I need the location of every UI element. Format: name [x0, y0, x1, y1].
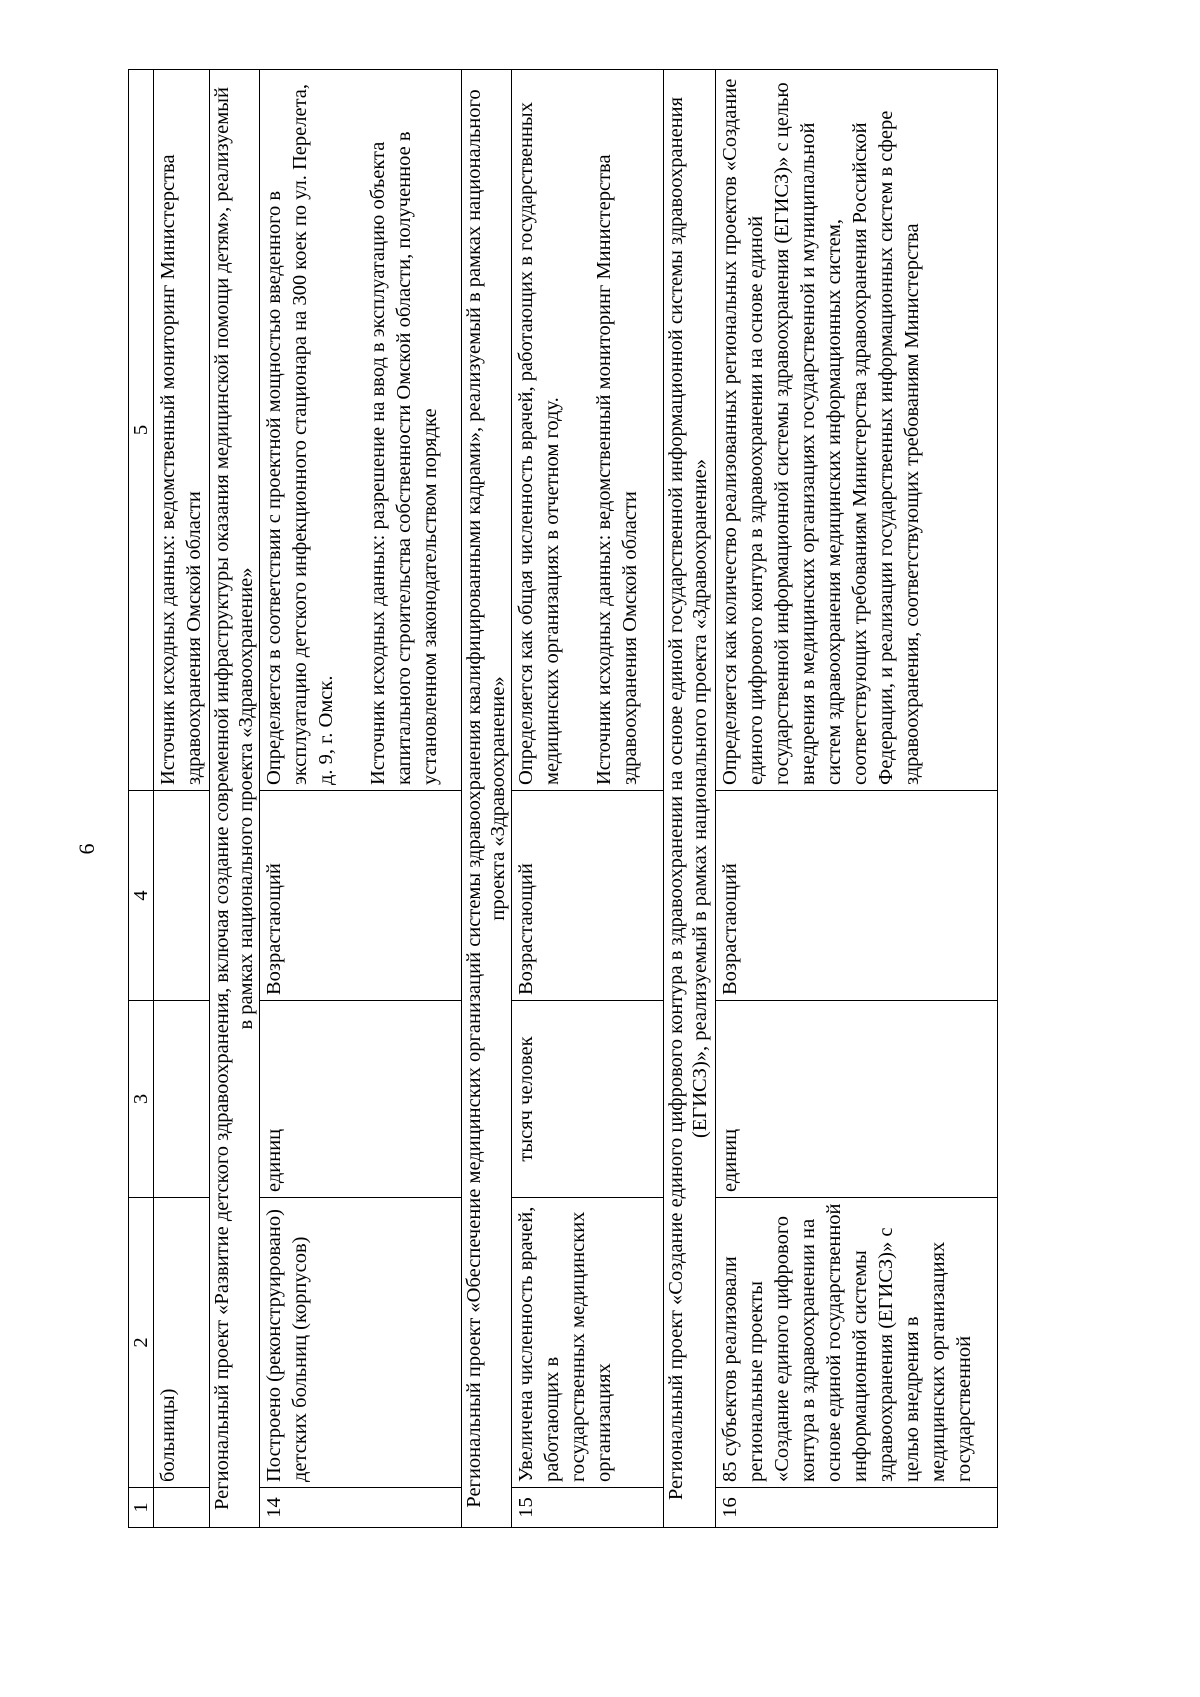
- method-definition: Определяется в соответствии с проектной мощностью введенного в эксплуатацию детского инфекционного стационара на 300 коек по ул. Перелета, д. 9, г. Омск.: [263, 78, 337, 785]
- header-col-2: 2: [129, 1198, 154, 1488]
- page-number: 6: [74, 843, 99, 855]
- table-header-row: [129, 70, 154, 1528]
- indicator-name: Увеличена численность врачей, работающих в государственных медицинских организациях: [512, 1198, 664, 1488]
- section-title: Региональный проект «Обеспечение медицинских организаций системы здравоохранения квалифицированными кадрами», реализуемый в рамках национального проекта «Здравоохранение»: [462, 70, 512, 1528]
- section-row-personnel: [462, 70, 512, 1528]
- section-title: Региональный проект «Развитие детского здравоохранения, включая создание современной инфраструктуры оказания медицинской помощи детям», реализуемый в рамках национального проекта «Здравоохранение»: [210, 70, 260, 1528]
- method: Источник исходных данных: ведомственный мониторинг Министерства здравоохранения Омской области: [154, 70, 210, 791]
- section-row-child-health: [210, 70, 260, 1528]
- unit: [154, 1001, 210, 1198]
- method: [260, 70, 462, 791]
- trend: Возрастающий: [260, 791, 462, 1001]
- indicator-name: больницы): [154, 1198, 210, 1488]
- table-row-continued: [154, 70, 210, 1528]
- table-row-15: [512, 70, 664, 1528]
- header-col-5: 5: [129, 70, 154, 791]
- method: Определяется как количество реализованных региональных проектов «Создание единого цифрового контура в здравоохранении на основе единой государственной информационной системы здравоохранения (ЕГИСЗ)» с целью внедрения в медицинских организациях государственной и муниципальной систем здравоохранения медицинских информационных систем, соответствующих требованиям Министерства здравоохранения Российской Федерации, и реализации государственных информационных систем в сфере здравоохранения, соответствующих требованиям Министерства: [716, 70, 998, 791]
- table-row-16: [716, 70, 998, 1528]
- table-row-14: [260, 70, 462, 1528]
- unit: единиц: [716, 1001, 998, 1198]
- section-title: Региональный проект «Создание единого цифрового контура в здравоохранении на основе единой государственной информационной системы здравоохранения (ЕГИСЗ)», реализуемый в рамках национального проекта «Здравоохранение»: [664, 70, 716, 1528]
- trend: Возрастающий: [716, 791, 998, 1001]
- row-number: 15: [512, 1488, 664, 1528]
- unit: единиц: [260, 1001, 462, 1198]
- row-number: [154, 1488, 210, 1528]
- indicators-table: [128, 69, 998, 1528]
- header-col-1: 1: [129, 1488, 154, 1528]
- method-source: Источник исходных данных: ведомственный мониторинг Министерства здравоохранения Омской области: [593, 149, 641, 785]
- row-number: 16: [716, 1488, 998, 1528]
- indicator-name: 85 субъектов реализовали региональные проекты «Создание единого цифрового контура в здравоохранении на основе единой государственной информационной системы здравоохранения (ЕГИСЗ)» с целью внедрения в медицинских организациях государственной: [716, 1198, 998, 1488]
- trend: Возрастающий: [512, 791, 664, 1001]
- method-definition: Определяется как общая численность врачей, работающих в государственных медицинских организациях в отчетном году.: [515, 96, 563, 785]
- rotated-page-content: [128, 70, 1086, 1528]
- row-number: 14: [260, 1488, 462, 1528]
- header-col-4: 4: [129, 791, 154, 1001]
- method-source: Источник исходных данных: разрешение на ввод в эксплуатацию объекта капитального строительства собственности Омской области, полученное в установленном законодательством порядке: [367, 126, 441, 785]
- unit: тысяч человек: [512, 1001, 664, 1198]
- indicator-name: Построено (реконструировано) детских больниц (корпусов): [260, 1198, 462, 1488]
- section-row-digital: [664, 70, 716, 1528]
- trend: [154, 791, 210, 1001]
- method: [512, 70, 664, 791]
- header-col-3: 3: [129, 1001, 154, 1198]
